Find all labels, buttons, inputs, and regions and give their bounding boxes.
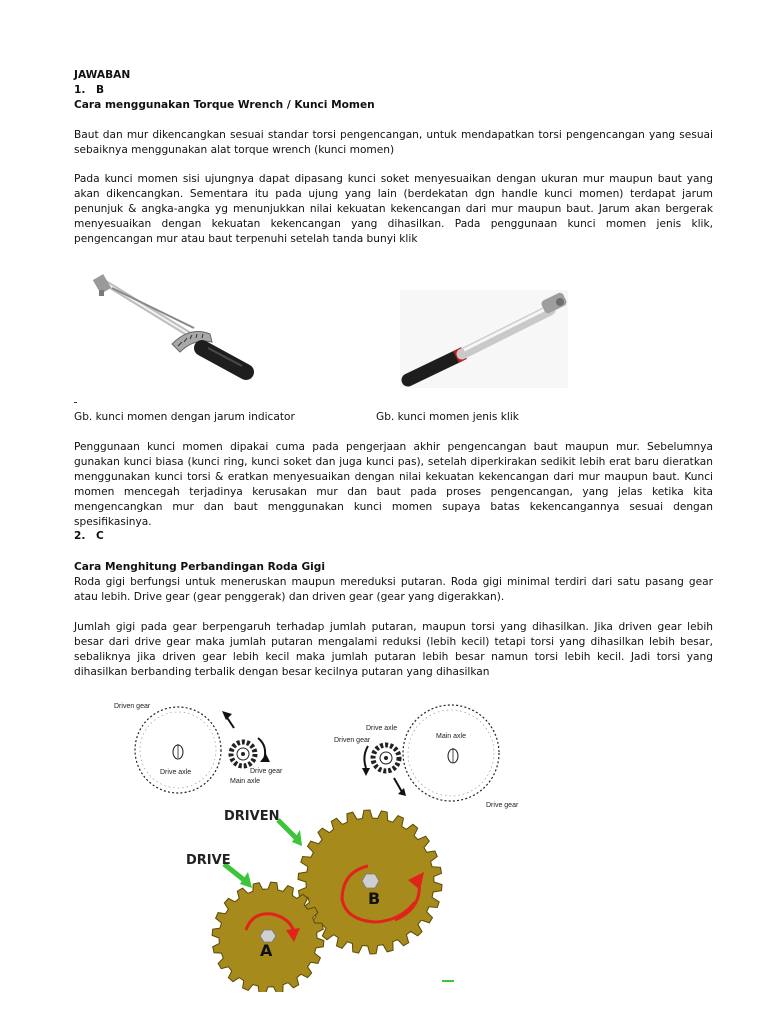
section-1-paragraph-1: Baut dan mur dikencangkan sesuai standar torsi pengencangan, untuk mendapatkan torsi pengencangan yang sesuai sebaiknya menggunakan alat torque wrench (kunci momen) xyxy=(74,129,713,156)
section-2-paragraph-2: Jumlah gigi pada gear berpengaruh terhadap jumlah putaran, maupun torsi yang dihasilkan. Jika driven gear lebih besar dari drive gear maka jumlah putaran mengalami reduksi (lebih kecil) tetapi torsi yang dihasilkan lebih besar, sebaliknya jika driven gear lebih kecil maka jumlah putaran lebih besar namun torsi lebih kecil. Jadi torsi yang dihasilkan berbanding terbalik dengan besar kecilnya putaran yang dihasilkan xyxy=(74,621,713,678)
right-driven-gear-outline xyxy=(403,705,499,801)
left-drive-axle-label: Drive axle xyxy=(160,769,192,776)
caption-click-wrench: Gb. kunci momen jenis klik xyxy=(376,411,519,423)
gear-b-label: B xyxy=(368,889,381,908)
small-green-mark xyxy=(442,980,454,982)
question-1-choice: B xyxy=(96,84,105,96)
driven-label: DRIVEN xyxy=(224,809,280,824)
section-2-title: Cara Menghitung Perbandingan Roda Gigi xyxy=(74,561,325,573)
left-main-axle-label: Main axle xyxy=(230,778,260,785)
indicator-torque-wrench-image xyxy=(90,268,260,393)
click-torque-wrench-image xyxy=(400,290,568,388)
question-2-choice: C xyxy=(96,530,104,542)
right-drive-gear-label: Drive gear xyxy=(486,802,519,809)
right-driven-gear-label: Driven gear xyxy=(334,737,371,744)
small-dash-mark xyxy=(74,402,77,403)
question-1-number: 1. xyxy=(74,84,86,96)
gear-a-label: A xyxy=(260,941,273,960)
gear-diagram-left xyxy=(110,698,310,808)
gear-diagram-right xyxy=(328,700,528,815)
question-2-number: 2. xyxy=(74,530,86,542)
question-2-answer xyxy=(74,529,713,544)
gear-b-hub xyxy=(362,874,379,888)
question-1-answer xyxy=(74,83,713,98)
right-drive-axle-label: Drive axle xyxy=(366,725,398,732)
color-gear-diagram xyxy=(180,802,470,992)
section-1-title: Cara menggunakan Torque Wrench / Kunci Momen xyxy=(74,99,375,111)
answer-header: JAWABAN xyxy=(74,69,131,81)
caption-indicator-wrench: Gb. kunci momen dengan jarum indicator xyxy=(74,411,295,423)
section-1-paragraph-2: Pada kunci momen sisi ujungnya dapat dipasang kunci soket menyesuaikan dengan ukuran mur maupun baut yang akan dikencangkan. Sementara itu pada ujung yang lain (berdekatan dgn handle kunci momen) terdapat jarum penunjuk & angka-angka yg menunjukkan nilai kekuatan kekencangan dari mur maupun baut. Jarum akan bergerak menyesuaikan dengan kekuatan kekencangan yang dihasilkan. Pada penggunaan kunci momen jenis klik, pengencangan mur atau baut terpenuhi setelah tanda bunyi klik xyxy=(74,173,713,245)
section-2-paragraph-1: Roda gigi berfungsi untuk meneruskan maupun mereduksi putaran. Roda gigi minimal terdiri dari satu pasang gear atau lebih. Drive gear (gear penggerak) dan driven gear (gear yang digerakkan). xyxy=(74,576,713,603)
right-main-axle-label: Main axle xyxy=(436,733,466,740)
drive-label: DRIVE xyxy=(186,853,231,868)
section-1-paragraph-3: Penggunaan kunci momen dipakai cuma pada pengerjaan akhir pengencangan baut maupun mur. Sebelumnya gunakan kunci biasa (kunci ring, kunci soket dan juga kunci pas), setelah diperkirakan sedikit lebih erat baru dieratkan menggunakan kunci torsi & eratkan menyesuaikan dengan nilai kekuatan kekencangan dari mur maupun baut. Kunci momen mencegah terjadinya kerusakan mur dan baut pada proses pengencangan, yang jelas ketika kita mengencangkan mur dan baut menggunakan kunci momen supaya batas kekencangannya sesuai dengan spesifikasinya. xyxy=(74,441,713,528)
left-driven-gear-label: Driven gear xyxy=(114,703,151,710)
left-drive-gear-label: Drive gear xyxy=(250,768,283,775)
driven-pointer-arrow xyxy=(278,820,296,838)
